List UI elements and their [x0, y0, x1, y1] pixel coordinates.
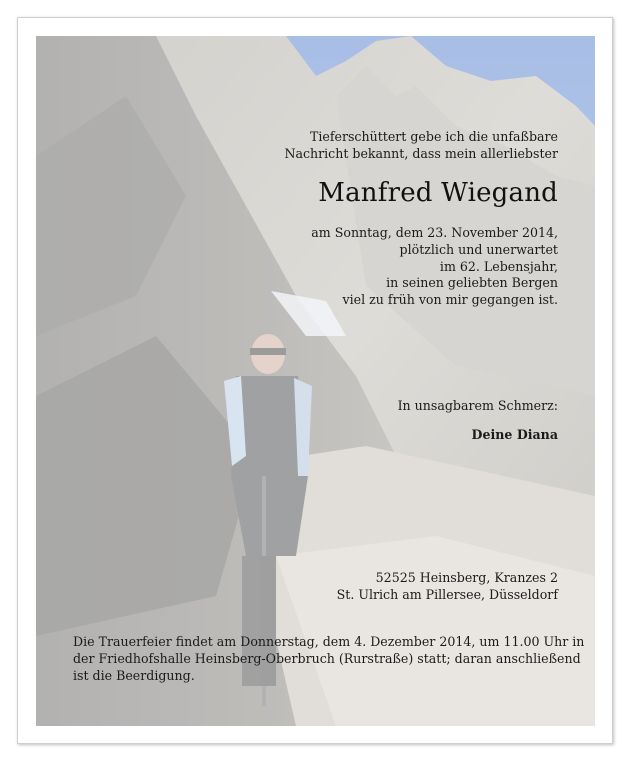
funeral-line: ist die Beerdigung. — [73, 667, 195, 683]
funeral-line: Die Trauerfeier findet am Donnerstag, dem 4. Dezember 2014, um 11.00 Uhr in — [73, 634, 585, 649]
intro-line: Tieferschüttert gebe ich die unfaßbare — [309, 129, 558, 144]
detail-line: in seinen geliebten Bergen — [386, 275, 558, 291]
address-block — [238, 570, 558, 604]
funeral-line: der Friedhofshalle Heinsberg-Oberbruch (Rurstraße) statt; daran anschließend — [73, 650, 581, 666]
death-details — [238, 225, 558, 309]
intro-line: Nachricht bekannt, dass mein allerliebster — [284, 145, 558, 161]
detail-line: im 62. Lebensjahr, — [439, 258, 558, 274]
detail-line: viel zu früh von mir gegangen ist. — [342, 292, 558, 308]
address-line: St. Ulrich am Pillersee, Düsseldorf — [336, 586, 558, 602]
funeral-info — [73, 634, 585, 684]
deceased-name: Manfred Wiegand — [318, 178, 558, 208]
signature: Deine Diana — [471, 427, 558, 442]
intro-text — [238, 129, 558, 163]
address-line: 52525 Heinsberg, Kranzes 2 — [375, 570, 558, 585]
detail-line: plötzlich und unerwartet — [399, 241, 558, 257]
detail-line: am Sonntag, dem 23. November 2014, — [311, 225, 558, 240]
mourning-line: In unsagbarem Schmerz: — [397, 398, 558, 413]
